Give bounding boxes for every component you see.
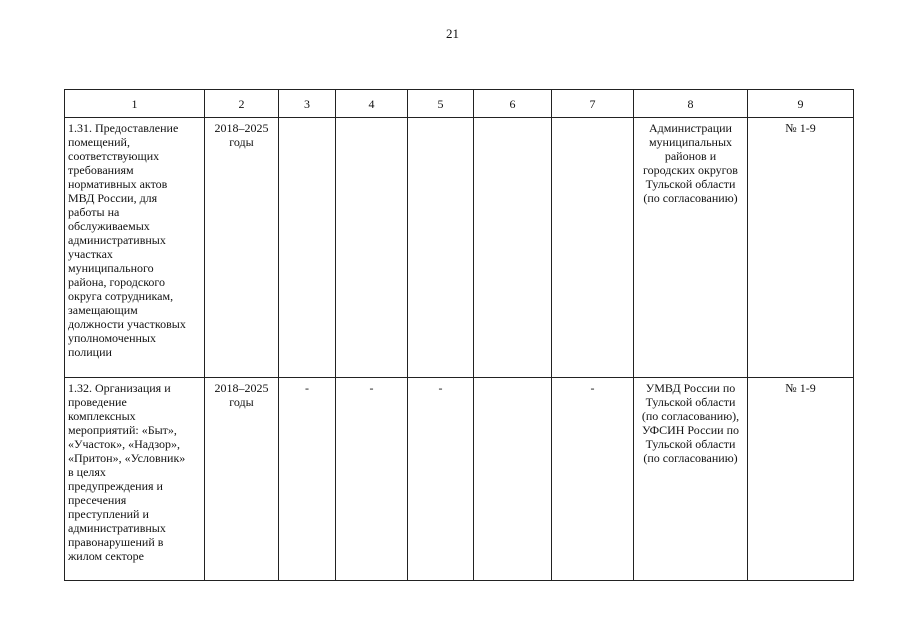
measure-description: 1.32. Организация и проведение комплексных мероприятий: «Быт», «Участок», «Надзор», «Притон», «Условник» в целях предупреждения и пресечения преступлений и административных правонарушений в жилом секторе [65, 378, 205, 581]
column-header: 1 [65, 90, 205, 118]
column-header: 6 [474, 90, 552, 118]
cell-col6 [474, 378, 552, 581]
column-header: 5 [408, 90, 474, 118]
measure-executor: УМВД России по Тульской области (по согласованию), УФСИН России по Тульской области (по согласованию) [634, 378, 748, 581]
cell-col4: - [336, 378, 408, 581]
column-header: 8 [634, 90, 748, 118]
measure-indicators: № 1-9 [748, 118, 854, 378]
cell-col7 [552, 118, 634, 378]
table-header-row [65, 90, 854, 118]
measure-executor: Администрации муниципальных районов и городских округов Тульской области (по согласованию) [634, 118, 748, 378]
measures-table [64, 89, 854, 581]
measure-description: 1.31. Предоставление помещений, соответствующих требованиям нормативных актов МВД России, для работы на обслуживаемых административных участках муниципального района, городского округа сотрудникам, замещающим должности участковых уполномоченных полиции [65, 118, 205, 378]
column-header: 9 [748, 90, 854, 118]
table-row [65, 118, 854, 378]
measure-indicators: № 1-9 [748, 378, 854, 581]
cell-col5 [408, 118, 474, 378]
measure-period: 2018–2025 годы [205, 118, 279, 378]
cell-col4 [336, 118, 408, 378]
column-header: 4 [336, 90, 408, 118]
table-row [65, 378, 854, 581]
cell-col3: - [279, 378, 336, 581]
cell-col6 [474, 118, 552, 378]
cell-col7: - [552, 378, 634, 581]
cell-col5: - [408, 378, 474, 581]
column-header: 3 [279, 90, 336, 118]
column-header: 2 [205, 90, 279, 118]
cell-col3 [279, 118, 336, 378]
page-number: 21 [446, 26, 459, 41]
column-header: 7 [552, 90, 634, 118]
measure-period: 2018–2025 годы [205, 378, 279, 581]
